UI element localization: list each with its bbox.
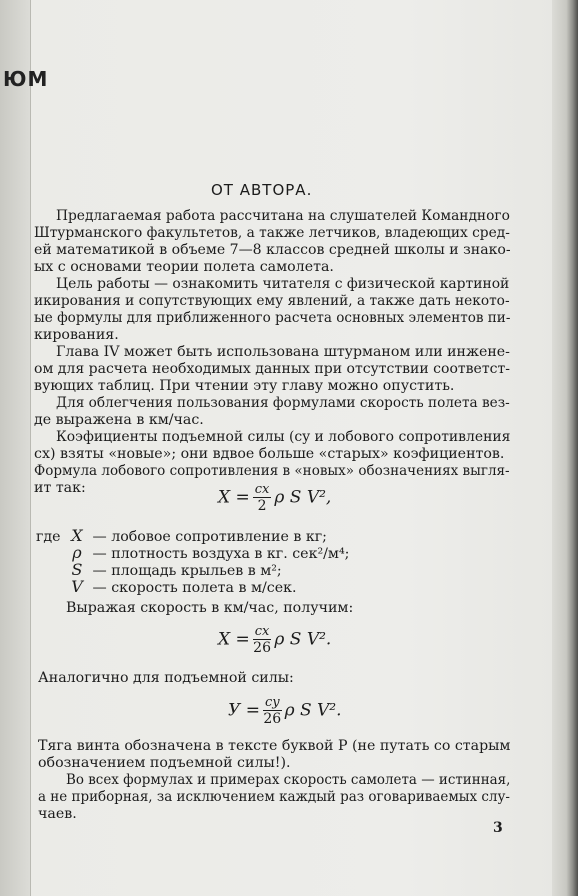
text-line: ом для расчета необходимых данных при отсутствии соответст- — [34, 361, 510, 377]
text-line: ит так: — [34, 480, 86, 496]
glossary-symbol: ρ — [72, 543, 82, 562]
glossary-symbol: X — [71, 526, 83, 545]
text-line: Цель работы — ознакомить читателя с физической картиной — [56, 276, 510, 292]
left-binding-strip — [0, 0, 31, 896]
page-title: ОТ АВТОРА. — [211, 181, 313, 199]
text-line: де выражена в км/час. — [34, 412, 204, 428]
text-line: чаев. — [38, 806, 77, 822]
glossary-text: — лобовое сопротивление в кг; — [92, 529, 327, 545]
text-line: кирования. — [34, 327, 119, 343]
glossary-text: — скорость полета в м/сек. — [92, 580, 297, 596]
text-line: ей математикой в объеме 7—8 классов средней школы и знако- — [34, 242, 511, 258]
formula-lhs: X = — [218, 487, 250, 508]
glossary-symbol: V — [71, 577, 83, 596]
formula-drag-kmh — [218, 624, 331, 656]
glossary-row — [66, 578, 296, 597]
text-line: cx) взяты «новые»; они вдвое больше «старых» коэфициентов. — [34, 446, 505, 462]
text-line: икирования и сопутствующих ему явлений, а также дать некото- — [34, 293, 510, 309]
text-line: Тяга винта обозначена в тексте буквой P (не путать со старым — [38, 738, 511, 754]
fraction-denominator: 2 — [257, 498, 267, 514]
text-line: Во всех формулах и примерах скорость самолета — истинная, — [66, 772, 511, 788]
fraction-numerator: cx — [254, 624, 270, 639]
text-line: обозначением подъемной силы!). — [38, 755, 291, 771]
text-line: Аналогично для подъемной силы: — [38, 670, 294, 686]
formula-drag — [218, 482, 331, 514]
page-number: 3 — [493, 820, 503, 836]
text-line: ых с основами теории полета самолета. — [34, 259, 334, 275]
formula-rhs: ρ S V², — [274, 487, 332, 508]
formula-fraction — [253, 624, 272, 656]
formula-lift — [228, 695, 342, 727]
right-page-edge — [552, 0, 578, 896]
text-line: а не приборная, за исключением каждый раз оговариваемых слу- — [38, 789, 510, 805]
formula-rhs: ρ S V². — [284, 700, 342, 721]
formula-rhs: ρ S V². — [274, 629, 332, 650]
fraction-denominator: 26 — [253, 640, 271, 656]
text-line: вующих таблиц. При чтении эту главу можно опустить. — [34, 378, 455, 394]
formula-fraction — [263, 695, 282, 727]
fraction-numerator: cy — [264, 695, 280, 710]
text-line: Штурманского факультетов, а также летчиков, владеющих сред- — [34, 225, 510, 241]
formula-lhs: У = — [228, 700, 260, 721]
text-line: Предлагаемая работа рассчитана на слушателей Командного — [56, 208, 510, 224]
glossary-text: — плотность воздуха в кг. сек²/м⁴; — [92, 546, 350, 562]
glossary-symbol: S — [71, 560, 83, 579]
glossary-intro: где — [36, 529, 61, 545]
text-line: Коэфициенты подъемной силы (cy и лобового сопротивления — [56, 429, 511, 445]
text-line: Глава IV может быть использована штурманом или инжене- — [56, 344, 510, 360]
text-line: Выражая скорость в км/час, получим: — [66, 600, 354, 616]
cut-off-heading-fragment: ЮМ — [3, 67, 49, 91]
text-line: Для облегчения пользования формулами скорость полета вез- — [56, 395, 510, 411]
formula-lhs: X = — [218, 629, 250, 650]
glossary-text: — площадь крыльев в м²; — [92, 563, 282, 579]
fraction-numerator: cx — [254, 482, 270, 497]
text-line: ые формулы для приближенного расчета основных элементов пи- — [34, 310, 511, 326]
formula-fraction — [253, 482, 272, 514]
fraction-denominator: 26 — [263, 711, 282, 727]
text-line: Формула лобового сопротивления в «новых» обозначениях выгля- — [34, 463, 510, 479]
